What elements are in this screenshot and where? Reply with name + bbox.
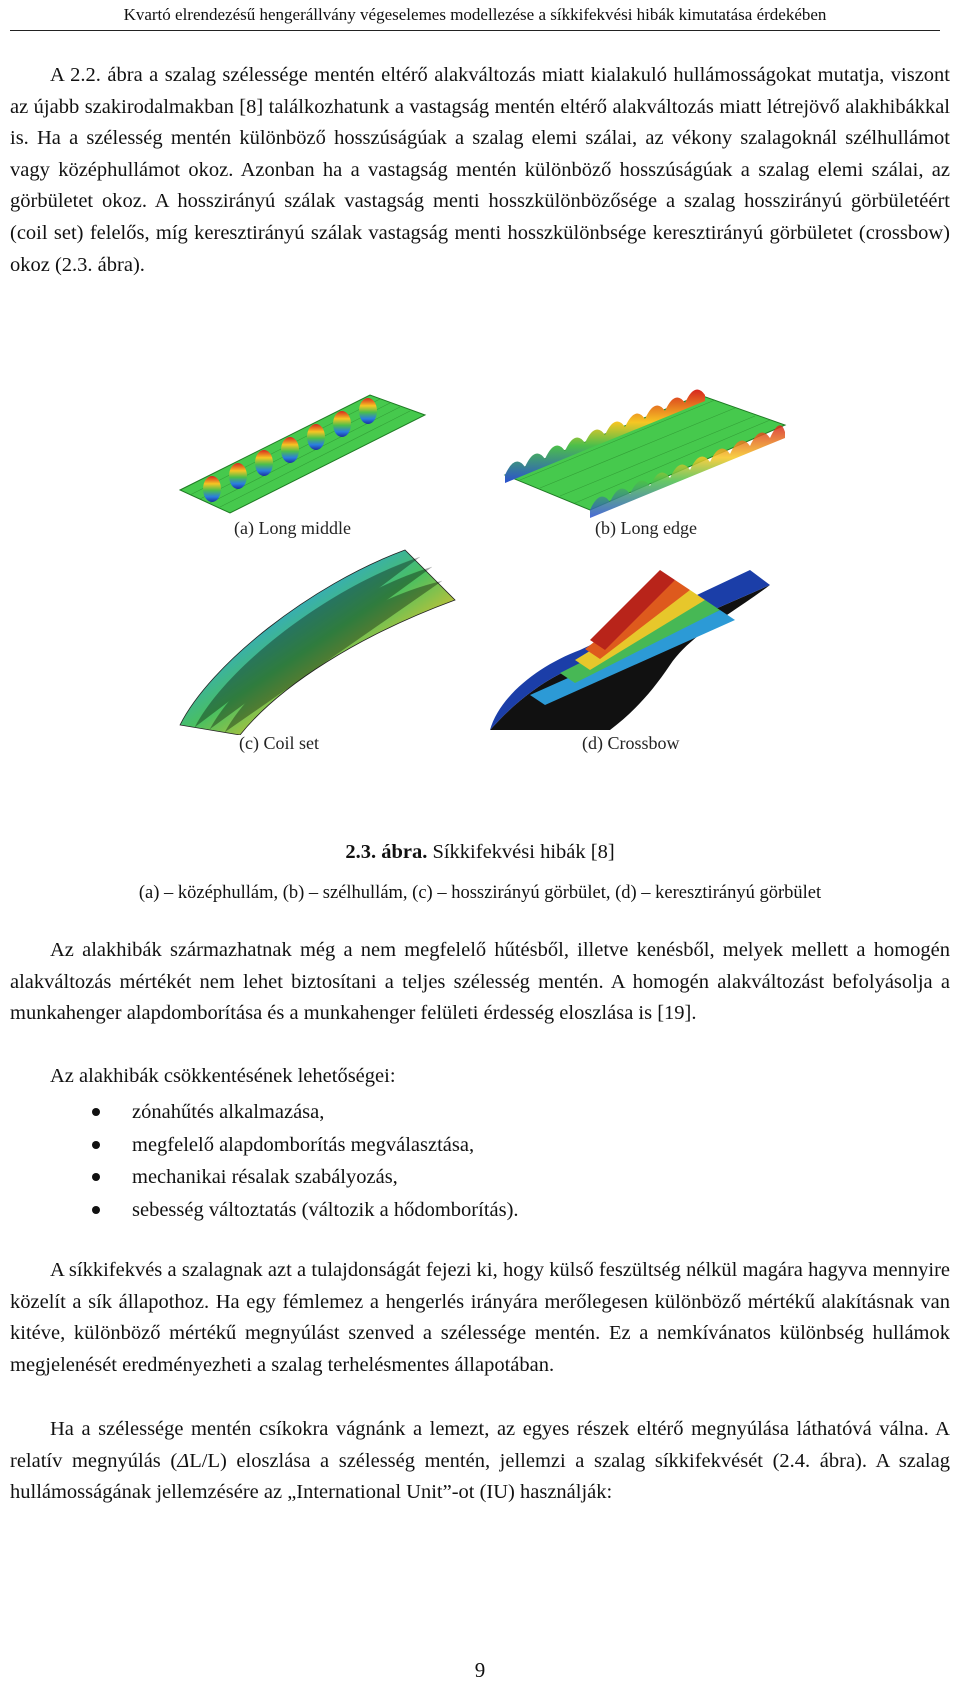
list-item: mechanikai résalak szabályozás,: [90, 1161, 519, 1194]
paragraph-2-text: Az alakhibák származhatnak még a nem megfelelő hűtésből, illetve kenésből, melyek mellett a homogén alakváltozás mértékét nem lehet biztosítani a teljes szélesség mentén. A homogén alakváltozást befolyásolja a munkahenger alapdomborítása és a munkahenger felületi érdesség eloszlása is [19].: [10, 939, 950, 1025]
list-item: sebesség változtatás (változik a hődomborítás).: [90, 1194, 519, 1227]
paragraph-5-text-b: L/L) eloszlása a szélesség mentén, jellemzi a szalag síkkifekvését (2.4. ábra). A szalag hullámosságának jellemzésére az „International Unit”-ot (IU) használják:: [10, 1449, 950, 1504]
panel-a-label: (a) Long middle: [234, 518, 351, 538]
panel-b-long-edge-image: [500, 380, 790, 520]
figure-title-text: Síkkifekvési hibák [8]: [427, 841, 615, 863]
panel-d-label: (d) Crossbow: [582, 733, 680, 753]
list-item: megfelelő alapdomborítás megválasztása,: [90, 1129, 519, 1162]
panel-a-long-middle-image: [170, 385, 440, 515]
paragraph-3: [10, 1061, 950, 1093]
bullet-icon: [92, 1108, 100, 1116]
paragraph-4: [10, 1255, 950, 1381]
paragraph-3-text: Az alakhibák csökkentésének lehetőségei:: [50, 1065, 396, 1087]
figure-number: 2.3. ábra.: [345, 841, 428, 863]
paragraph-5: [10, 1414, 950, 1509]
list-item: zónahűtés alkalmazása,: [90, 1096, 519, 1129]
paragraph-2: [10, 935, 950, 1030]
paragraph-4-text: A síkkifekvés a szalagnak azt a tulajdonságát fejezi ki, hogy külső feszültség nélkül magára hagyva mennyire közelít a sík állapothoz. Ha egy fémlemez a hengerlés irányára merőlegesen különböző mértékű alakításnak van kitéve, különböző mértékű megnyúlást szenved a szélessége mentén. Ez a nemkívánatos különbség hullámok megjelenését eredményezheti a szalag terhelésmentes állapotában.: [10, 1259, 950, 1376]
panel-d-crossbow-image: [470, 545, 790, 735]
header-rule: [10, 30, 940, 31]
figure-caption: (a) – középhullám, (b) – szélhullám, (c) – hosszirányú görbület, (d) – keresztirányú görbület: [138, 883, 822, 903]
paragraph-1-text: A 2.2. ábra a szalag szélessége mentén eltérő alakváltozás miatt kialakuló hullámosságokat mutatja, viszont az újabb szakirodalmakban [8] találkozhatunk a vastagság mentén eltérő alakváltozás miatt létrejövő alakhibákkal is. Ha a szélesség mentén különböző hosszúságúak a szalag elemi szálai, az vékony szalagoknál szélhullámot vagy középhullámot okoz. Azonban ha a vastagság mentén különböző hosszúságúak a szalag elemi szálai, az görbületet okoz. A hosszirányú szálak vastagság menti hosszkülönbözősége a szalag hosszirányú görbületéért (coil set) felelős, míg keresztirányú szálak vastagság menti hosszkülönbsége keresztirányú görbületet (crossbow) okoz (2.3. ábra).: [10, 64, 950, 276]
panel-c-coil-set-image: [170, 545, 460, 735]
running-header: Kvartó elrendezésű hengerállvány végeselemes modellezése a síkkifekvési hibák kimutatása érdekében: [123, 5, 827, 24]
bullet-icon: [92, 1173, 100, 1181]
bullet-icon: [92, 1206, 100, 1214]
delta-symbol: Δ: [177, 1449, 190, 1472]
bullet-list: [90, 1096, 519, 1226]
panel-c-label: (c) Coil set: [239, 733, 319, 753]
bullet-icon: [92, 1141, 100, 1149]
panel-b-label: (b) Long edge: [595, 518, 697, 538]
figure-title: [0, 837, 960, 867]
page-number: 9: [474, 1658, 486, 1682]
paragraph-5-text-a: Ha a szélessége mentén csíkokra vágnánk a lemezt, az egyes részek eltérő megnyúlása láthatóvá válna. A relatív megnyúlás (: [10, 1418, 950, 1472]
figure-2-3: [170, 385, 790, 835]
paragraph-1: [10, 60, 950, 281]
